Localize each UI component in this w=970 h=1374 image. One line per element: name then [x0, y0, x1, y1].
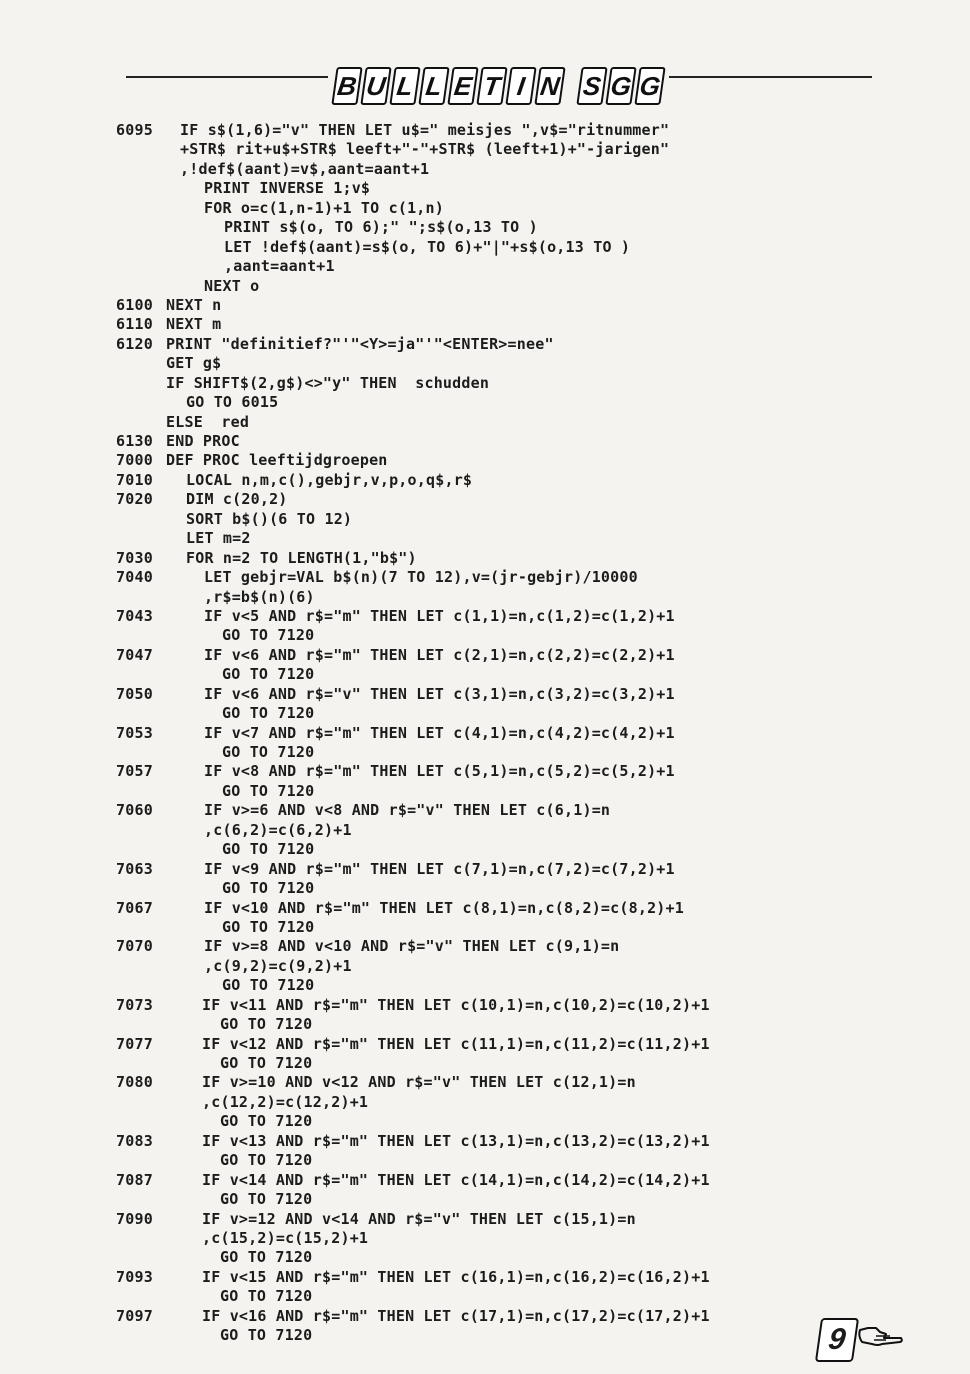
- line-number: 7063: [116, 859, 153, 878]
- page-number: 9: [815, 1318, 859, 1362]
- code-text: ,c(15,2)=c(15,2)+1: [202, 1228, 369, 1247]
- code-line: [110, 1287, 870, 1306]
- code-line: [110, 413, 870, 432]
- program-listing: [110, 121, 870, 1346]
- header-rule-left: [126, 76, 358, 78]
- code-line: [110, 529, 870, 548]
- code-text: +STR$ rit+u$+STR$ leeft+"-"+STR$ (leeft+1)+"-jarigen": [180, 140, 670, 159]
- code-line: [110, 315, 870, 334]
- line-number: 6110: [116, 315, 153, 334]
- line-number: 7050: [116, 684, 153, 703]
- code-text: ,c(12,2)=c(12,2)+1: [202, 1092, 369, 1111]
- code-text: GO TO 7120: [222, 665, 315, 684]
- code-text: ,aant=aant+1: [224, 257, 335, 276]
- line-number: 7043: [116, 606, 153, 625]
- code-text: LOCAL n,m,c(),gebjr,v,p,o,q$,r$: [186, 470, 473, 489]
- code-text: ,c(6,2)=c(6,2)+1: [204, 820, 352, 839]
- line-number: 7087: [116, 1170, 153, 1189]
- code-text: GO TO 7120: [222, 917, 315, 936]
- masthead-letter: E: [447, 67, 478, 105]
- code-line: [110, 996, 870, 1015]
- code-line: [110, 821, 870, 840]
- code-line: [110, 140, 870, 159]
- line-number: 7073: [116, 995, 153, 1014]
- code-line: [110, 549, 870, 568]
- code-text: GET g$: [166, 354, 222, 373]
- line-number: 7000: [116, 451, 153, 470]
- code-text: NEXT o: [204, 276, 260, 295]
- code-line: [110, 179, 870, 198]
- code-text: GO TO 7120: [222, 976, 315, 995]
- code-text: DIM c(20,2): [186, 490, 288, 509]
- pointing-hand-icon: [856, 1322, 904, 1350]
- code-text: NEXT m: [166, 315, 222, 334]
- code-text: ELSE red: [166, 412, 250, 431]
- line-number: 6120: [116, 334, 153, 353]
- line-number: 7057: [116, 762, 153, 781]
- code-line: [110, 510, 870, 529]
- code-line: [110, 1112, 870, 1131]
- line-number: 7020: [116, 490, 153, 509]
- code-line: [110, 1248, 870, 1267]
- code-text: IF v<16 AND r$="m" THEN LET c(17,1)=n,c(17,2)=c(17,2)+1: [202, 1306, 710, 1325]
- code-line: [110, 277, 870, 296]
- code-text: IF v<6 AND r$="v" THEN LET c(3,1)=n,c(3,2)=c(3,2)+1: [204, 684, 675, 703]
- code-line: [110, 724, 870, 743]
- code-text: GO TO 7120: [220, 1151, 313, 1170]
- code-line: [110, 957, 870, 976]
- line-number: 7047: [116, 645, 153, 664]
- code-line: [110, 588, 870, 607]
- code-text: FOR o=c(1,n-1)+1 TO c(1,n): [204, 198, 444, 217]
- line-number: 7040: [116, 568, 153, 587]
- code-line: [110, 199, 870, 218]
- code-text: IF v<7 AND r$="m" THEN LET c(4,1)=n,c(4,2)=c(4,2)+1: [204, 723, 675, 742]
- line-number: 7083: [116, 1131, 153, 1150]
- code-line: [110, 879, 870, 898]
- code-text: IF v<14 AND r$="m" THEN LET c(14,1)=n,c(14,2)=c(14,2)+1: [202, 1170, 710, 1189]
- masthead-logo: [335, 64, 662, 108]
- masthead-letter: N: [534, 67, 565, 105]
- code-text: IF v>=6 AND v<8 AND r$="v" THEN LET c(6,1)=n: [204, 801, 611, 820]
- code-text: IF v<6 AND r$="m" THEN LET c(2,1)=n,c(2,2)=c(2,2)+1: [204, 645, 675, 664]
- line-number: 7030: [116, 548, 153, 567]
- code-text: GO TO 7120: [220, 1054, 313, 1072]
- masthead-letter: G: [605, 67, 636, 105]
- code-line: [110, 335, 870, 354]
- code-text: PRINT "definitief?"'"<Y>=ja"'"<ENTER>=nee": [166, 334, 554, 353]
- code-line: [110, 432, 870, 451]
- code-line: [110, 918, 870, 937]
- code-text: SORT b$()(6 TO 12): [186, 509, 353, 528]
- code-text: GO TO 7120: [220, 1190, 313, 1209]
- code-line: [110, 782, 870, 801]
- masthead-letter: U: [360, 67, 391, 105]
- code-line: [110, 1210, 870, 1229]
- code-text: GO TO 6015: [186, 393, 279, 412]
- code-text: LET !def$(aant)=s$(o, TO 6)+"|"+s$(o,13 TO ): [224, 237, 631, 256]
- code-line: [110, 626, 870, 645]
- code-line: [110, 1268, 870, 1287]
- code-text: GO TO 7120: [222, 743, 315, 761]
- code-text: GO TO 7120: [220, 1112, 313, 1131]
- code-line: [110, 1171, 870, 1190]
- code-text: LET gebjr=VAL b$(n)(7 TO 12),v=(jr-gebjr)/10000: [204, 568, 638, 587]
- code-line: [110, 1307, 870, 1326]
- code-line: [110, 1151, 870, 1170]
- code-text: IF s$(1,6)="v" THEN LET u$=" meisjes ",v$="ritnummer": [180, 121, 670, 139]
- code-line: [110, 393, 870, 412]
- masthead-letter: B: [331, 67, 362, 105]
- code-text: ,r$=b$(n)(6): [204, 587, 315, 606]
- code-line: [110, 840, 870, 859]
- code-line: [110, 568, 870, 587]
- code-line: [110, 1015, 870, 1034]
- code-text: GO TO 7120: [222, 781, 315, 800]
- code-line: [110, 238, 870, 257]
- code-text: IF v<5 AND r$="m" THEN LET c(1,1)=n,c(1,2)=c(1,2)+1: [204, 606, 675, 625]
- code-line: [110, 354, 870, 373]
- masthead-letter: G: [634, 67, 665, 105]
- code-line: [110, 762, 870, 781]
- code-line: [110, 218, 870, 237]
- code-line: [110, 607, 870, 626]
- code-line: [110, 160, 870, 179]
- code-text: END PROC: [166, 432, 240, 450]
- code-text: IF v<12 AND r$="m" THEN LET c(11,1)=n,c(11,2)=c(11,2)+1: [202, 1034, 710, 1053]
- code-text: IF v<11 AND r$="m" THEN LET c(10,1)=n,c(10,2)=c(10,2)+1: [202, 995, 710, 1014]
- code-text: ,!def$(aant)=v$,aant=aant+1: [180, 159, 430, 178]
- code-text: IF v<10 AND r$="m" THEN LET c(8,1)=n,c(8,2)=c(8,2)+1: [204, 898, 684, 917]
- code-text: IF SHIFT$(2,g$)<>"y" THEN schudden: [166, 373, 490, 392]
- code-text: IF v>=8 AND v<10 AND r$="v" THEN LET c(9,1)=n: [204, 937, 620, 956]
- code-line: [110, 490, 870, 509]
- code-line: [110, 1035, 870, 1054]
- code-text: LET m=2: [186, 529, 251, 548]
- code-text: GO TO 7120: [222, 626, 315, 645]
- line-number: 7097: [116, 1306, 153, 1325]
- header-rule-right: [640, 76, 872, 78]
- code-text: PRINT INVERSE 1;v$: [204, 179, 371, 198]
- line-number: 7077: [116, 1034, 153, 1053]
- code-line: [110, 1093, 870, 1112]
- line-number: 7053: [116, 723, 153, 742]
- code-line: [110, 471, 870, 490]
- code-text: IF v>=10 AND v<12 AND r$="v" THEN LET c(12,1)=n: [202, 1073, 636, 1092]
- code-line: [110, 976, 870, 995]
- code-text: IF v>=12 AND v<14 AND r$="v" THEN LET c(15,1)=n: [202, 1209, 636, 1228]
- line-number: 6100: [116, 295, 153, 314]
- masthead-letter: T: [476, 67, 507, 105]
- code-line: [110, 296, 870, 315]
- code-line: [110, 257, 870, 276]
- code-line: [110, 899, 870, 918]
- code-text: GO TO 7120: [222, 704, 315, 723]
- code-line: [110, 743, 870, 762]
- line-number: 7080: [116, 1073, 153, 1092]
- code-line: [110, 704, 870, 723]
- line-number: 6130: [116, 432, 153, 450]
- code-line: [110, 937, 870, 956]
- code-line: [110, 1054, 870, 1073]
- code-text: GO TO 7120: [220, 1015, 313, 1034]
- code-text: ,c(9,2)=c(9,2)+1: [204, 956, 352, 975]
- code-line: [110, 451, 870, 470]
- line-number: 7093: [116, 1267, 153, 1286]
- code-line: [110, 1229, 870, 1248]
- masthead-lettering: [328, 65, 669, 107]
- line-number: 7067: [116, 898, 153, 917]
- code-line: [110, 374, 870, 393]
- masthead-letter: L: [418, 67, 449, 105]
- code-line: [110, 1326, 870, 1345]
- line-number: 7060: [116, 801, 153, 820]
- code-text: GO TO 7120: [220, 1248, 313, 1267]
- code-text: GO TO 7120: [220, 1326, 313, 1345]
- code-text: GO TO 7120: [220, 1287, 313, 1306]
- code-line: [110, 1073, 870, 1092]
- line-number: 6095: [116, 121, 153, 139]
- code-text: IF v<13 AND r$="m" THEN LET c(13,1)=n,c(13,2)=c(13,2)+1: [202, 1131, 710, 1150]
- line-number: 7090: [116, 1209, 153, 1228]
- code-text: GO TO 7120: [222, 879, 315, 898]
- masthead-letter: S: [576, 67, 607, 105]
- line-number: 7070: [116, 937, 153, 956]
- code-line: [110, 685, 870, 704]
- code-line: [110, 1132, 870, 1151]
- code-text: FOR n=2 TO LENGTH(1,"b$"): [186, 548, 417, 567]
- code-line: [110, 121, 870, 140]
- masthead-letter: I: [505, 67, 536, 105]
- code-text: GO TO 7120: [222, 840, 315, 859]
- code-line: [110, 860, 870, 879]
- line-number: 7010: [116, 470, 153, 489]
- code-line: [110, 801, 870, 820]
- code-line: [110, 646, 870, 665]
- code-text: PRINT s$(o, TO 6);" ";s$(o,13 TO ): [224, 218, 538, 237]
- code-line: [110, 665, 870, 684]
- code-text: IF v<15 AND r$="m" THEN LET c(16,1)=n,c(16,2)=c(16,2)+1: [202, 1267, 710, 1286]
- code-text: NEXT n: [166, 295, 222, 314]
- code-text: IF v<9 AND r$="m" THEN LET c(7,1)=n,c(7,2)=c(7,2)+1: [204, 859, 675, 878]
- code-line: [110, 1190, 870, 1209]
- code-text: IF v<8 AND r$="m" THEN LET c(5,1)=n,c(5,2)=c(5,2)+1: [204, 762, 675, 781]
- masthead-letter: L: [389, 67, 420, 105]
- code-text: DEF PROC leeftijdgroepen: [166, 451, 388, 470]
